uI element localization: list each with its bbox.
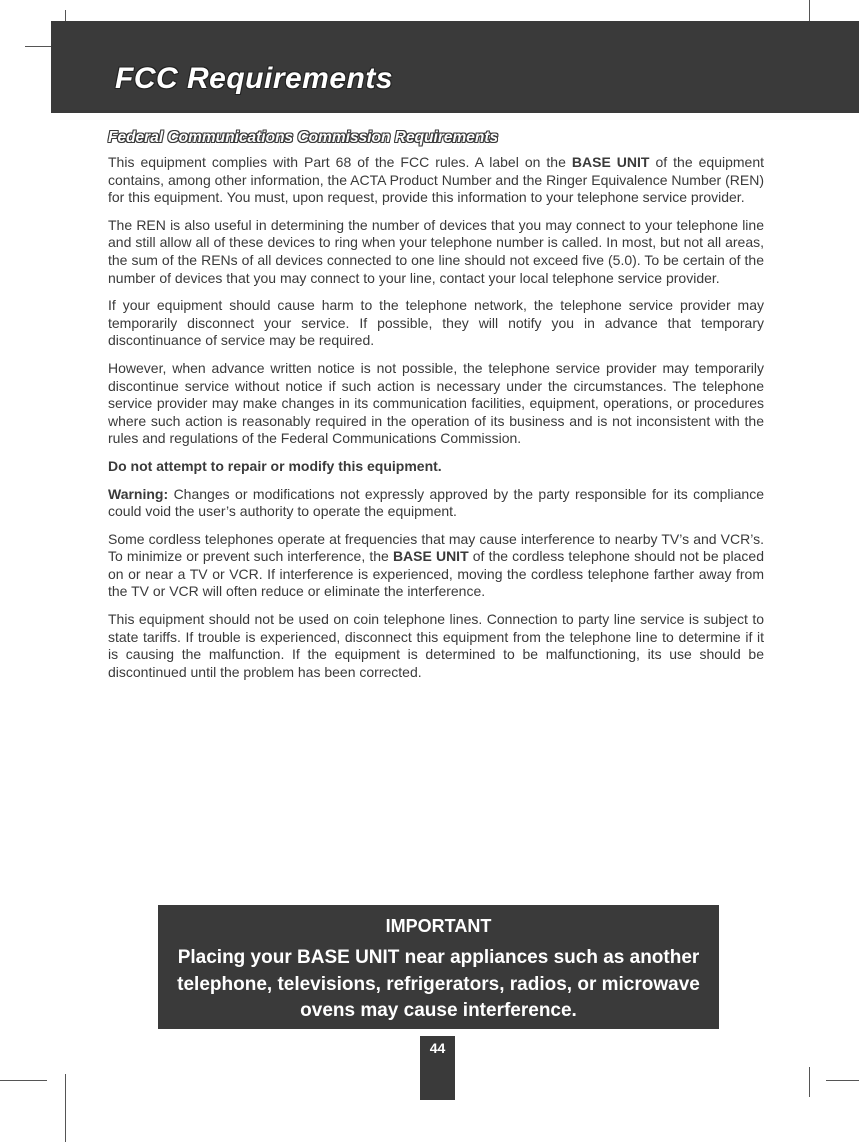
page-number-box (420, 1036, 455, 1100)
important-text: Placing your BASE UNIT near appliances such as another telephone, televisions, refrigerators, radios, or microwave ovens may cause interference. (177, 947, 700, 1021)
section-heading: Federal Communications Commission Requirements (108, 129, 499, 146)
paragraph-ren: The REN is also useful in determining the number of devices that you may connect to your telephone line and still allow all of these devices to ring when your telephone number is called. In most, but not all areas, the sum of the RENs of all devices connected to one line should not exceed five (5.0). To be certain of the number of devices that you may connect to your line, contact your local telephone service provider. (108, 216, 764, 286)
crop-mark (826, 1080, 859, 1081)
paragraph-harm: If your equipment should cause harm to the telephone network, the telephone service provider may temporarily disconnect your service. If possible, they will notify you in advance that temporary discontinuance of service may be required. (108, 297, 764, 349)
repair-notice: Do not attempt to repair or modify this equipment. (108, 457, 442, 474)
paragraph-warning: Warning: Changes or modifications not expressly approved by the party responsible for its compliance could void the user’s authority to operate the equipment. (108, 485, 764, 520)
page-number: 44 (429, 1040, 446, 1056)
crop-mark (0, 1080, 47, 1081)
important-notice-box (158, 905, 719, 1029)
crop-mark (65, 1074, 66, 1142)
page-title: FCC Requirements (115, 62, 394, 95)
paragraph-label-info: This equipment complies with Part 68 of the FCC rules. A label on the BASE UNIT of the equipment contains, among other information, the ACTA Product Number and the Ringer Equivalence Number (REN) for this equipment. You must, upon request, provide this information to your telephone service provider. (108, 154, 765, 206)
important-title: IMPORTANT (385, 916, 492, 936)
paragraph-advance-notice: However, when advance written notice is not possible, the telephone service provider may temporarily discontinue service without notice if such action is necessary under the circumstances. The telephone service provider may make changes in its communication facilities, equipment, operations, or procedures where such action is reasonably required in the operation of its business and is not inconsistent with the rules and regulations of the Federal Communications Commission. (108, 359, 764, 447)
crop-mark (25, 46, 51, 47)
paragraph-interference: Some cordless telephones operate at frequencies that may cause interference to nearby TV’s and VCR’s. To minimize or prevent such interference, the BASE UNIT of the cordless telephone should not be placed on or near a TV or VCR. If interference is experienced, moving the cordless telephone farther away from the TV or VCR will often reduce or eliminate the interference. (108, 530, 765, 600)
main-content (108, 128, 764, 691)
crop-mark (809, 1067, 810, 1097)
paragraph-coin-lines: This equipment should not be used on coin telephone lines. Connection to party line service is subject to state tariffs. If trouble is experienced, disconnect this equipment from the telephone line to determine if it is causing the malfunction. If the equipment is determined to be malfunctioning, its use should be discontinued until the problem has been corrected. (108, 611, 764, 680)
